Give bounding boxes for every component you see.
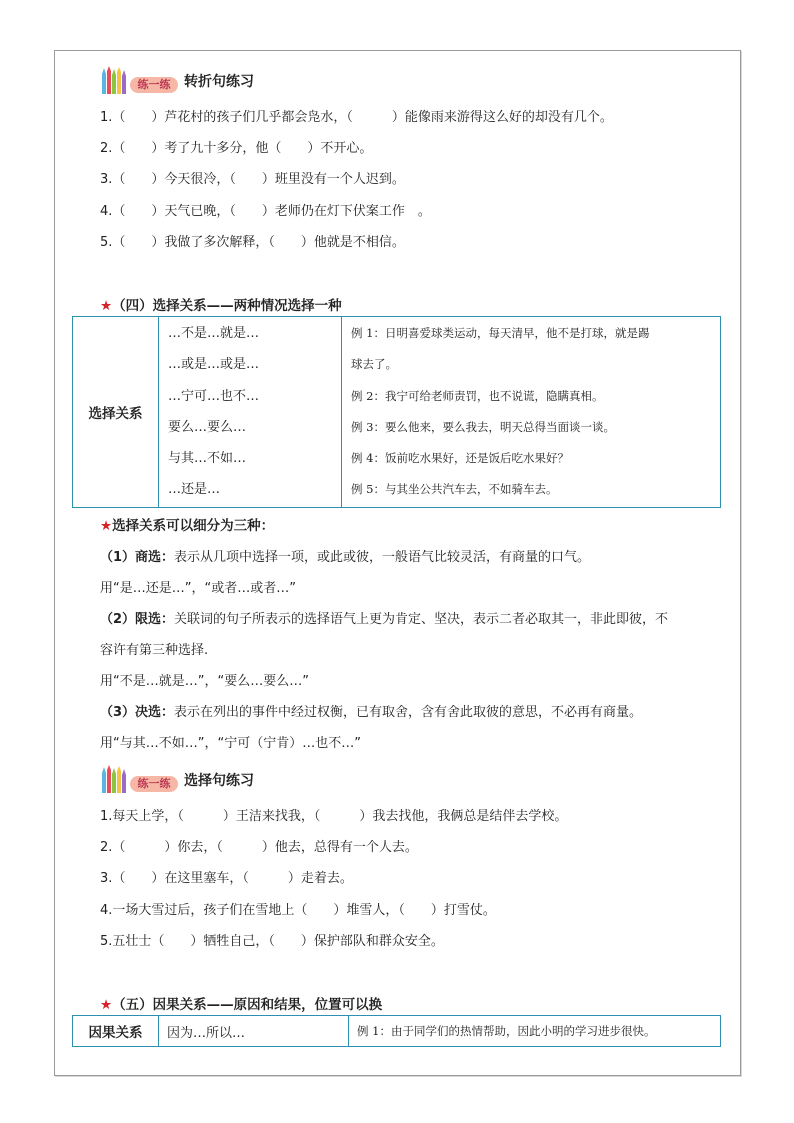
relation-name: 选择关系	[73, 317, 159, 508]
causal-relation-table	[72, 1015, 721, 1047]
section-title: 转折句练习	[184, 74, 254, 90]
subtype-3	[100, 701, 642, 720]
example-item: 球去了。	[351, 357, 397, 372]
section-heading-4	[100, 294, 342, 314]
subtype-usage: 用“与其…不如…”，“宁可（宁肯）…也不…”	[100, 736, 361, 751]
conjunction-item: …还是…	[168, 482, 221, 498]
exercise-line: 2.（ ）考了九十多分，他（ ）不开心。	[100, 141, 373, 156]
subtype-label: （2）限选：	[100, 612, 175, 627]
exercise-line: 4.（ ）天气已晚，（ ）老师仍在灯下伏案工作 。	[100, 204, 431, 219]
conjunction-item: …或是…或是…	[168, 357, 260, 373]
conjunction-item: 与其…不如…	[168, 451, 247, 467]
exercise-line: 4.一场大雪过后，孩子们在雪地上（ ）堆雪人，（ ）打雪仗。	[100, 903, 496, 918]
star-icon: ★	[100, 518, 113, 534]
exercise-line: 2.（ ）你去，（ ）他去，总得有一个人去。	[100, 840, 418, 855]
section-heading-5	[100, 993, 382, 1013]
subdivision-heading	[100, 514, 274, 534]
subtype-1	[100, 546, 590, 565]
exercise-line: 1.（ ）芦花村的孩子们几乎都会凫水，（ ）能像雨来游得这么好的却没有几个。	[100, 110, 613, 125]
subtype-text-continued: 容许有第三种选择.	[100, 643, 209, 658]
practice-pill: 练一练	[130, 77, 178, 93]
subtype-usage: 用“不是…就是…”，“要么…要么…”	[100, 674, 309, 689]
subtype-text: 表示从几项中选择一项，或此或彼，一般语气比较灵活，有商量的口气。	[174, 550, 591, 565]
subtype-label: （1）商选：	[100, 550, 175, 565]
star-icon: ★	[100, 298, 113, 314]
exercise-line: 5.五壮士（ ）牺牲自己，（ ）保护部队和群众安全。	[100, 934, 444, 949]
example-list	[342, 317, 721, 508]
star-icon: ★	[100, 997, 113, 1013]
example-item: 例 4：饭前吃水果好，还是饭后吃水果好？	[351, 451, 569, 466]
heading-text: 选择关系可以细分为三种：	[112, 518, 275, 534]
example-item: 例 1：日明喜爱球类运动，每天清早，他不是打球，就是踢	[351, 326, 650, 340]
conjunction-item: …不是…就是…	[168, 326, 260, 341]
example-item: 例 5：与其坐公共汽车去，不如骑车去。	[351, 482, 558, 497]
exercise-line: 1.每天上学，（ ）王洁来找我，（ ）我去找他，我俩总是结伴去学校。	[100, 809, 568, 824]
exercise-line: 3.（ ）在这里塞车，（ ）走着去。	[100, 871, 353, 886]
subtype-text: 关联词的句子所表示的选择语气上更为肯定、坚决，表示二者必取其一，非此即彼，不	[174, 612, 669, 627]
example-item: 例 2：我宁可给老师责罚，也不说谎，隐瞒真相。	[351, 388, 604, 403]
conjunction-item: …宁可…也不…	[168, 388, 260, 404]
selection-relation-table	[72, 316, 721, 508]
heading-text: （四）选择关系——两种情况选择一种	[112, 298, 342, 314]
example-item: 例 1：由于同学们的热情帮助，因此小明的学习进步很快。	[349, 1016, 721, 1047]
conjunction-list	[159, 317, 342, 508]
subtype-text: 表示在列出的事件中经过权衡，已有取舍，含有舍此取彼的意思，不必再有商量。	[174, 705, 643, 720]
subtype-2	[100, 608, 668, 627]
practice-header-2	[100, 765, 254, 795]
heading-text: （五）因果关系——原因和结果，位置可以换	[112, 997, 383, 1013]
conjunction-item: 因为…所以…	[159, 1016, 349, 1047]
practice-header-1	[100, 66, 254, 96]
practice-badge	[100, 765, 180, 795]
practice-pill: 练一练	[130, 776, 178, 792]
relation-name: 因果关系	[73, 1016, 159, 1047]
practice-badge	[100, 66, 180, 96]
example-item: 例 3：要么他来，要么我去，明天总得当面谈一谈。	[351, 419, 615, 434]
subtype-usage: 用“是…还是…”，“或者…或者…”	[100, 581, 296, 596]
exercise-line: 3.（ ）今天很冷，（ ）班里没有一个人迟到。	[100, 172, 405, 187]
section-title: 选择句练习	[184, 773, 254, 789]
conjunction-item: 要么…要么…	[168, 419, 247, 435]
exercise-line: 5.（ ）我做了多次解释，（ ）他就是不相信。	[100, 235, 405, 250]
subtype-label: （3）决选：	[100, 705, 175, 720]
